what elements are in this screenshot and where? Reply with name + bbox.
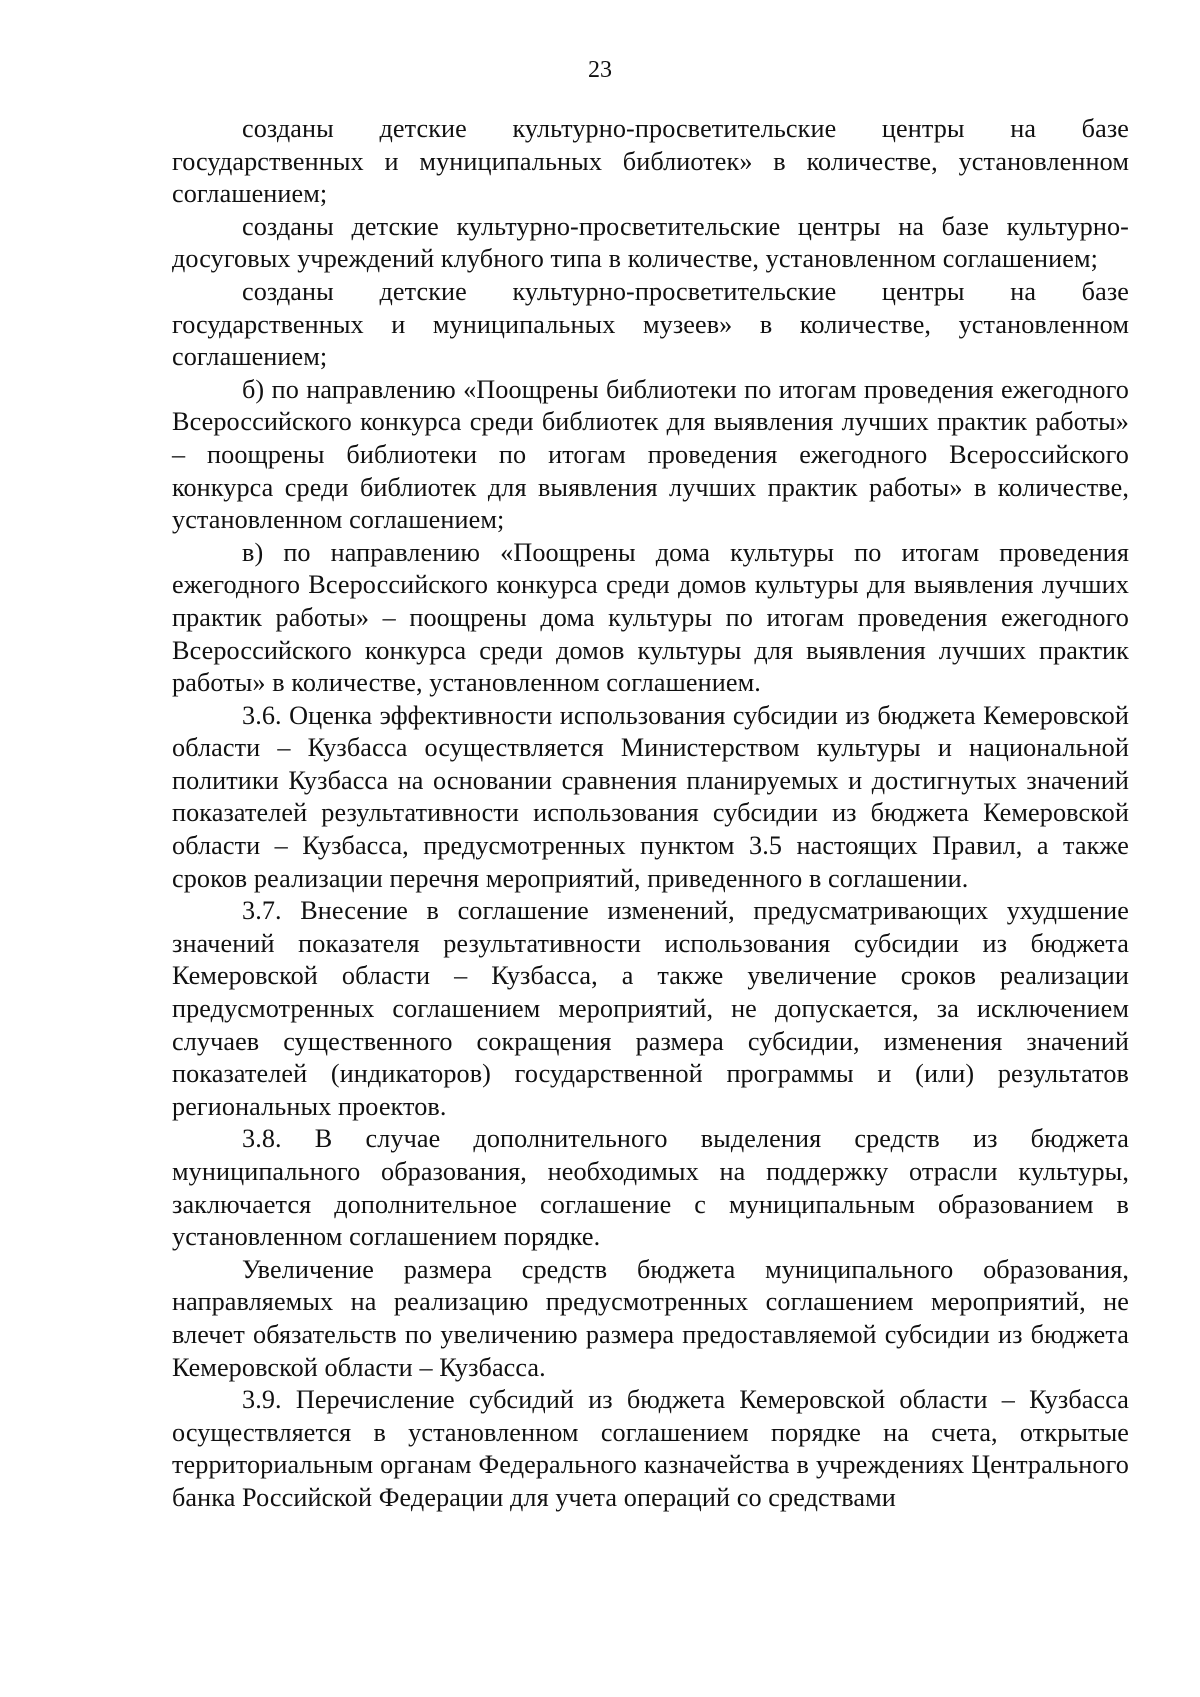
- paragraph-item-v: в) по направлению «Поощрены дома культуры по итогам проведения ежегодного Всероссийского конкурса среди домов культуры для выявления лучших практик работы» – поощрены дома культуры по итогам проведения ежегодного Всероссийского конкурса среди домов культуры для выявления лучших практик работы» в количестве, установленном соглашением.: [172, 537, 1129, 698]
- paragraph-3-9: 3.9. Перечисление субсидий из бюджета Кемеровской области – Кузбасса осуществляется в установленном соглашением порядке на счета, открытые территориальным органам Федерального казначейства в учреждениях Центрального банка Российской Федерации для учета операций со средствами: [172, 1385, 1129, 1512]
- paragraph-museum-centers: созданы детские культурно-просветительские центры на базе государственных и муниципальных музеев» в количестве, установленном соглашением;: [172, 276, 1129, 372]
- paragraph-3-7: 3.7. Внесение в соглашение изменений, предусматривающих ухудшение значений показателя результативности использования субсидии из бюджета Кемеровской области – Кузбасса, а также увеличение сроков реализации предусмотренных соглашением мероприятий, не допускается, за исключением случаев существенного сокращения размера субсидии, изменения значений показателей (индикаторов) государственной программы и (или) результатов региональных проектов.: [172, 896, 1129, 1121]
- paragraph-3-8: 3.8. В случае дополнительного выделения средств из бюджета муниципального образования, необходимых на поддержку отрасли культуры, заключается дополнительное соглашение с муниципальным образованием в установленном соглашением порядке.: [172, 1124, 1129, 1252]
- document-body: [172, 113, 1129, 1515]
- paragraph-libraries-centers: созданы детские культурно-просветительские центры на базе государственных и муниципальных библиотек» в количестве, установленном соглашением;: [172, 114, 1129, 209]
- page-number: 23: [588, 57, 612, 83]
- paragraph-3-6: 3.6. Оценка эффективности использования субсидии из бюджета Кемеровской области – Кузбасса осуществляется Министерством культуры и национальной политики Кузбасса на основании сравнения планируемых и достигнутых значений показателей результативности использования субсидии из бюджета Кемеровской области – Кузбасса, предусмотренных пунктом 3.5 настоящих Правил, а также сроков реализации перечня мероприятий, приведенного в соглашении.: [172, 700, 1129, 893]
- paragraph-item-b: б) по направлению «Поощрены библиотеки по итогам проведения ежегодного Всероссийского конкурса среди библиотек для выявления лучших практик работы» – поощрены библиотеки по итогам проведения ежегодного Всероссийского конкурса среди библиотек для выявления лучших практик работы» в количестве, установленном соглашением;: [172, 374, 1129, 535]
- paragraph-3-8-continued: Увеличение размера средств бюджета муниципального образования, направляемых на реализацию предусмотренных соглашением мероприятий, не влечет обязательств по увеличению размера предоставляемой субсидии из бюджета Кемеровской области – Кузбасса.: [172, 1254, 1129, 1382]
- paragraph-club-centers: созданы детские культурно-просветительские центры на базе культурно-досуговых учреждений клубного типа в количестве, установленном соглашением;: [172, 211, 1129, 274]
